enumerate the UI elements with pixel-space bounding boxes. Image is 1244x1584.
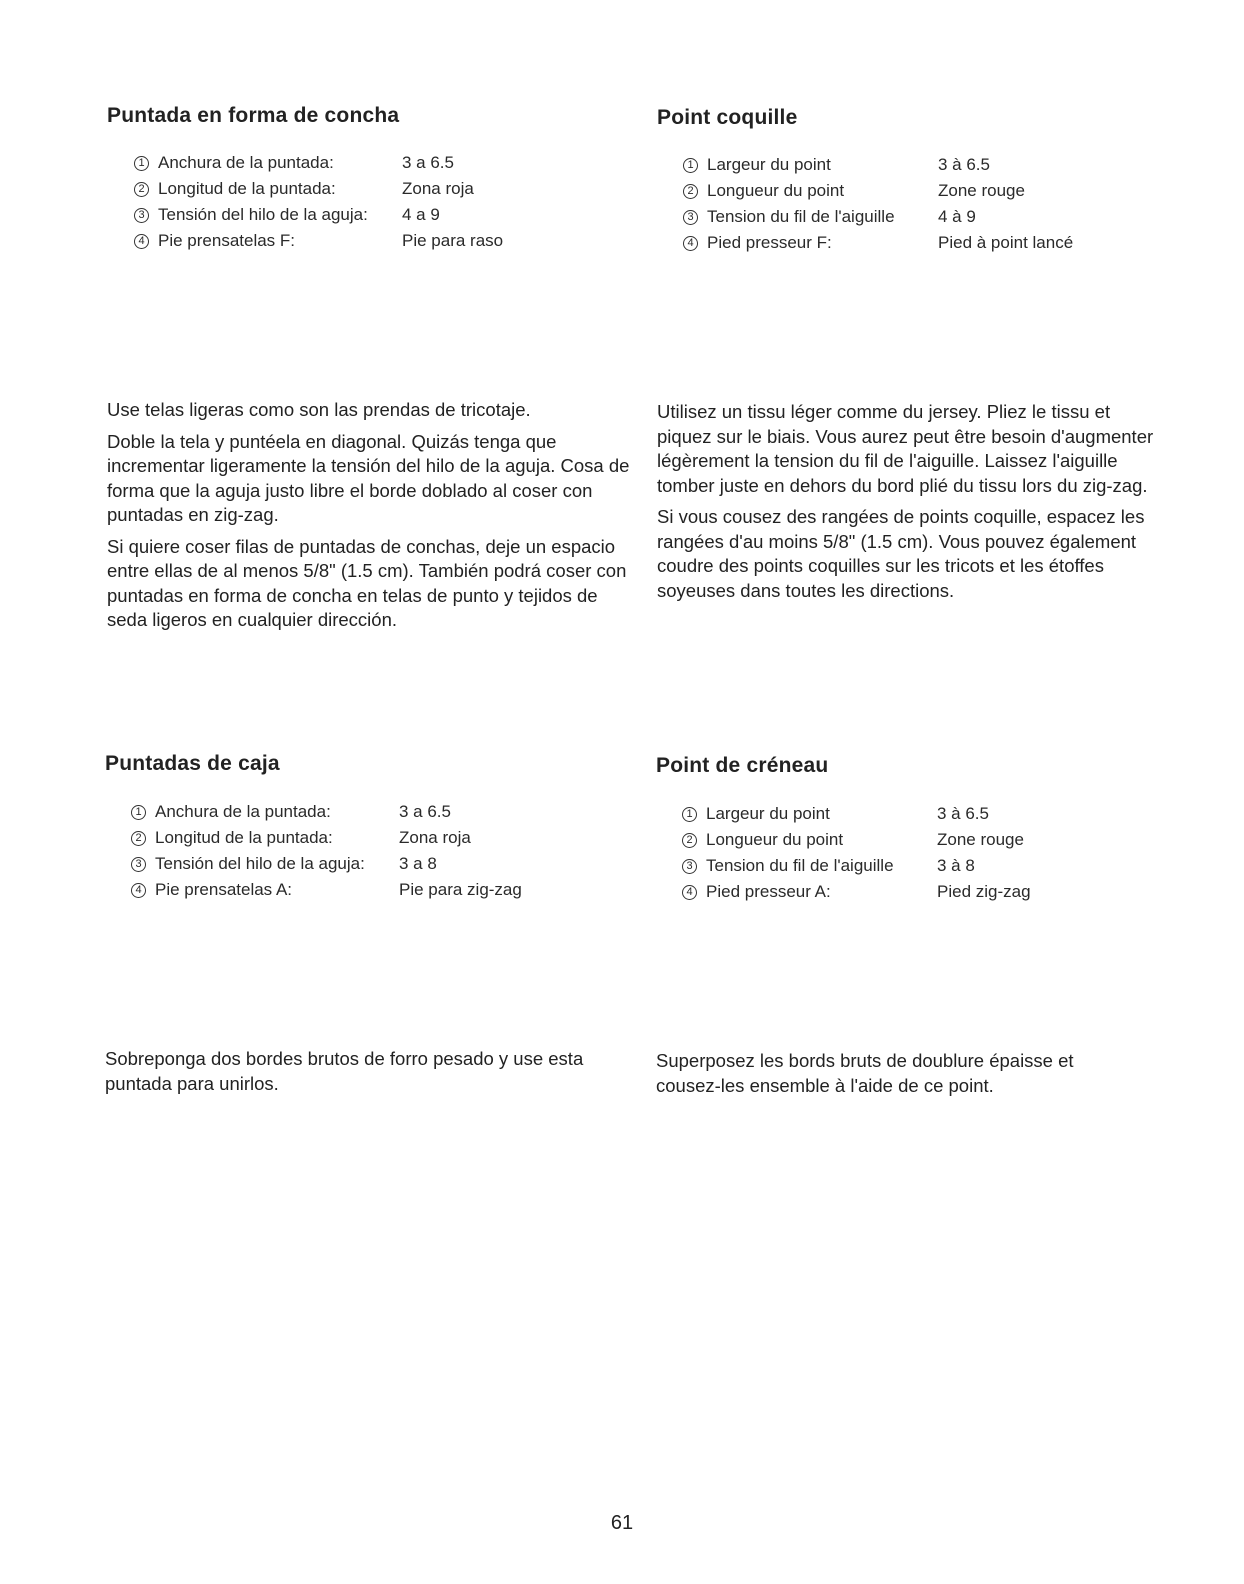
setting-label: Pied presseur F: <box>707 233 832 252</box>
step-number-icon: 3 <box>134 208 149 223</box>
setting-label: Longueur du point <box>707 181 845 200</box>
setting-value: Pie para raso <box>402 231 504 250</box>
setting-value: Pied à point lancé <box>938 233 1074 252</box>
setting-row <box>683 204 1213 230</box>
setting-value: 3 à 6.5 <box>938 155 990 174</box>
coquille-fr-title-wrap <box>657 106 1187 130</box>
creneau-fr-body <box>656 1049 1136 1105</box>
setting-value: 4 a 9 <box>402 205 440 224</box>
step-number-icon: 4 <box>683 236 698 251</box>
setting-value: 3 a 6.5 <box>399 802 451 821</box>
setting-row <box>134 202 664 228</box>
concha-es-title-wrap <box>107 104 637 128</box>
creneau-fr-title-wrap <box>656 754 1186 778</box>
setting-value: Pie para zig-zag <box>399 880 522 899</box>
setting-row <box>682 801 1212 827</box>
setting-row <box>131 851 661 877</box>
step-number-icon: 2 <box>134 182 149 197</box>
setting-row <box>131 877 661 903</box>
caja-es-body <box>105 1047 605 1103</box>
coquille-fr-body <box>657 400 1167 610</box>
step-number-icon: 1 <box>682 807 697 822</box>
body-paragraph: Utilisez un tissu léger comme du jersey. Pliez le tissu et piquez sur le biais. Vous aurez peut être besoin d'augmenter légèrement la tension du fil de l'aiguille. Laissez l'aiguille tomber juste en dehors du bord plié du tissu lors du zig-zag. <box>657 401 1154 496</box>
setting-value: 4 à 9 <box>938 207 976 226</box>
step-number-icon: 4 <box>131 883 146 898</box>
setting-label: Tension du fil de l'aiguille <box>707 207 895 226</box>
body-paragraph: Doble la tela y puntéela en diagonal. Quizás tenga que incrementar ligeramente la tensión del hilo de la aguja. Cosa de forma que la aguja justo libre el borde doblado al coser con puntadas en zig-zag. <box>107 430 630 525</box>
setting-label: Tensión del hilo de la aguja: <box>155 854 365 873</box>
step-number-icon: 1 <box>683 158 698 173</box>
step-number-icon: 3 <box>683 210 698 225</box>
setting-value: 3 à 8 <box>937 856 975 875</box>
setting-label: Longitud de la puntada: <box>155 828 333 847</box>
setting-row <box>134 150 664 176</box>
setting-label: Longitud de la puntada: <box>158 179 336 198</box>
concha-es-settings <box>134 150 664 254</box>
setting-row <box>134 228 664 254</box>
section-title: Puntadas de caja <box>105 752 280 775</box>
setting-value: 3 à 6.5 <box>937 804 989 823</box>
setting-value: 3 a 6.5 <box>402 153 454 172</box>
setting-label: Longueur du point <box>706 830 844 849</box>
setting-value: Zone rouge <box>938 181 1025 200</box>
setting-label: Anchura de la puntada: <box>155 802 331 821</box>
concha-es-body <box>107 398 632 640</box>
step-number-icon: 4 <box>134 234 149 249</box>
body-paragraph: Superposez les bords bruts de doublure épaisse et cousez-les ensemble à l'aide de ce point. <box>656 1050 1074 1096</box>
setting-row <box>131 825 661 851</box>
setting-row <box>682 827 1212 853</box>
setting-value: Zone rouge <box>937 830 1024 849</box>
step-number-icon: 1 <box>134 156 149 171</box>
coquille-fr-settings <box>683 152 1213 256</box>
body-paragraph: Sobreponga dos bordes brutos de forro pesado y use esta puntada para unirlos. <box>105 1048 584 1094</box>
setting-value: Pied zig-zag <box>937 882 1031 901</box>
caja-es-settings <box>131 799 661 903</box>
body-paragraph: Si vous cousez des rangées de points coquille, espacez les rangées d'au moins 5/8" (1.5 cm). Vous pouvez également coudre des points coquilles sur les tricots et les étoffes soyeuses dans toutes les directions. <box>657 506 1145 601</box>
setting-label: Pied presseur A: <box>706 882 831 901</box>
step-number-icon: 4 <box>682 885 697 900</box>
setting-row <box>682 853 1212 879</box>
section-title: Point coquille <box>657 106 798 129</box>
section-title: Point de créneau <box>656 754 829 777</box>
setting-row <box>683 178 1213 204</box>
section-title: Puntada en forma de concha <box>107 104 400 127</box>
setting-label: Anchura de la puntada: <box>158 153 334 172</box>
setting-label: Pie prensatelas A: <box>155 880 293 899</box>
creneau-fr-settings <box>682 801 1212 905</box>
setting-value: Zona roja <box>399 828 471 847</box>
setting-label: Tensión del hilo de la aguja: <box>158 205 368 224</box>
step-number-icon: 2 <box>682 833 697 848</box>
setting-label: Largeur du point <box>706 804 830 823</box>
setting-row <box>131 799 661 825</box>
setting-row <box>683 230 1213 256</box>
step-number-icon: 1 <box>131 805 146 820</box>
setting-label: Pie prensatelas F: <box>158 231 296 250</box>
setting-value: Zona roja <box>402 179 474 198</box>
setting-label: Tension du fil de l'aiguille <box>706 856 894 875</box>
setting-label: Largeur du point <box>707 155 831 174</box>
body-paragraph: Si quiere coser filas de puntadas de conchas, deje un espacio entre ellas de al menos 5/8" (1.5 cm). También podrá coser con puntadas en forma de concha en telas de punto y tejidos de seda ligeros en cualquier dirección. <box>107 535 627 630</box>
step-number-icon: 2 <box>683 184 698 199</box>
setting-row <box>682 879 1212 905</box>
body-paragraph: Use telas ligeras como son las prendas de tricotaje. <box>107 399 531 420</box>
step-number-icon: 3 <box>682 859 697 874</box>
setting-row <box>683 152 1213 178</box>
caja-es-title-wrap <box>105 752 635 776</box>
setting-row <box>134 176 664 202</box>
step-number-icon: 2 <box>131 831 146 846</box>
page-number: 61 <box>610 1512 634 1534</box>
step-number-icon: 3 <box>131 857 146 872</box>
setting-value: 3 a 8 <box>399 854 437 873</box>
